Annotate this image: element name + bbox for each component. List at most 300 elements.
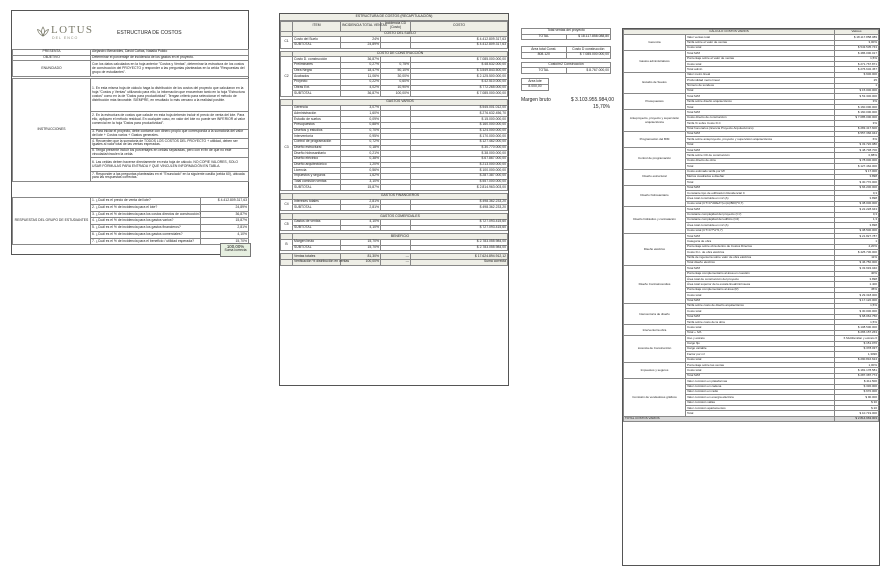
varios-value: 1,00%	[835, 363, 879, 368]
brand-sub: DEL ENCO	[52, 36, 79, 40]
recap-item: Preliminares	[293, 62, 341, 68]
varios-label: Total admin	[686, 67, 835, 72]
varios-label: Costo total	[686, 293, 835, 298]
recap-item: SUBTOTAL	[293, 205, 341, 211]
recap-check-row-cell: ---	[381, 259, 411, 265]
varios-label: Costo D.n. de obra eléctrica	[686, 250, 835, 255]
recap-cost: $ 7.085.000.000,00	[411, 91, 508, 97]
varios-value: $ 48.738.700	[835, 148, 879, 153]
varios-value: $ 411.500	[835, 379, 879, 384]
recap-section-code: C5	[281, 219, 293, 230]
recap-incidence-sales: 1,62%	[341, 174, 381, 180]
varios-label: Tarifa sobre costo de la obra	[686, 320, 835, 325]
varios-group-name: Comisión de vendedores gráficos	[624, 379, 686, 417]
instruction-5: 5. Tenga presente incluir los porcentajes en celdas separadas, pero con el fin de que no esté vinculada/vinculen la celda.	[91, 148, 249, 158]
varios-value: $ 287.387.774	[835, 373, 879, 378]
varios-label: Total	[686, 180, 835, 185]
instruction-7: 7. Responder a las preguntas planteadas en el "Enunciado" en la siguiente casilla (celda 60), ubicada para las respuestas correctas.	[91, 172, 249, 182]
recap-incidence-sales: 36,87%	[341, 57, 381, 63]
varios-value: 0,88%	[835, 153, 879, 158]
recap-item: Obra Negra	[293, 68, 341, 74]
varios-value: 45%	[835, 287, 879, 292]
varios-value: $ 670.000	[835, 389, 879, 394]
answer-row	[13, 198, 249, 205]
varios-label: Total M/M	[686, 131, 835, 136]
varios-label: Valor comisión en cadena	[686, 384, 835, 389]
varios-group-name: Diseño hidrosanitario	[624, 185, 686, 207]
recap-cost: $ 67.867.000,00	[411, 156, 508, 162]
varios-table	[623, 29, 879, 422]
cost-value: $ 7.085.000.000,00	[566, 53, 611, 59]
answer-value[interactable]: $ 4.412.809.317,63	[201, 198, 249, 205]
answer-question: 4. ¿Cuál es el % de incidencia para los gastos varios?	[91, 218, 201, 225]
answer-value[interactable]: 36,87%	[201, 211, 249, 218]
varios-label: Uso y estrato	[686, 336, 835, 341]
varios-label: Tarifa de ingeniería sobre valor de obra eléctrica	[686, 255, 835, 260]
recap-incidence-sales: 3,10%	[341, 179, 381, 185]
varios-label: Valor comisión vallas	[686, 400, 835, 405]
varios-label: Costo directo de obra	[686, 158, 835, 163]
varios-label: Porcentaje complementario al área en cuestión	[686, 271, 835, 276]
varios-label: Metros cuadrados a diseñar	[686, 174, 835, 179]
varios-label: Tarifa sobre el valor de ventas	[686, 40, 835, 45]
recap-item: Intereses totales	[293, 199, 341, 205]
recap-incidence-sales: 15,70%	[341, 245, 381, 251]
varios-label: Total M/M	[686, 314, 835, 319]
varios-label: Cargo fijo	[686, 341, 835, 346]
recap-incidence-cost: 0,75%	[381, 62, 411, 68]
varios-value: 0,3	[835, 191, 879, 196]
answers-table	[12, 197, 249, 245]
col-incidence-cost: Incidencia CD (Costo)	[381, 21, 411, 31]
varios-group-name: Gerencia	[624, 35, 686, 51]
varios-value: 1	[835, 83, 879, 88]
varios-value: $ 160.000.000	[835, 110, 879, 115]
recap-section-code: C3	[281, 105, 293, 190]
recap-panel	[279, 13, 509, 386]
recap-section-code: C4	[281, 199, 293, 210]
varios-label: Total	[686, 105, 835, 110]
recap-cost: $ 127.462.000,00	[411, 139, 508, 145]
varios-group-name: Diseño hidráulico y contratación	[624, 207, 686, 234]
recap-incidence-sales: 0,27%	[341, 62, 381, 68]
varios-label: Total honorarios (licencia Proyecto Arquitectónico)	[686, 126, 835, 131]
recap-incidence-sales: 0,09%	[341, 117, 381, 123]
varios-value: 1	[835, 239, 879, 244]
recap-item: Licencia	[293, 168, 341, 174]
varios-value: 3.898	[835, 196, 879, 201]
varios-label: Área total construida en m2 (A)	[686, 223, 835, 228]
varios-label: Total M/M	[686, 298, 835, 303]
answer-question: 2. ¿Cuál es el % de incidencia para el lote?	[91, 204, 201, 211]
answer-value[interactable]: 2,81%	[201, 225, 249, 232]
recap-incidence-sales: 4,02%	[341, 85, 381, 91]
recap-cost: $ 498.362.233,20	[411, 199, 508, 205]
varios-value: 11%	[835, 255, 879, 260]
varios-value: $ 68.062.750	[835, 314, 879, 319]
varios-group-name: Programación del BIM	[624, 131, 686, 147]
varios-label: Total M/M	[686, 373, 835, 378]
varios-label: Tarifa sobre diseño arquitectónico	[686, 99, 835, 104]
varios-group-name: Diseño estructural	[624, 169, 686, 185]
recap-cost: $ 38.000.000,00	[411, 151, 508, 157]
info-value: Determinar el porcentaje de incidencia de los gastos en el proyecto.	[91, 55, 249, 61]
varios-label: Total M/M	[686, 234, 835, 239]
recap-cost: $ 2.125.500.000,00	[411, 74, 508, 80]
varios-group-name: Interventoría obra	[624, 325, 686, 336]
varios-value: 0,3	[835, 212, 879, 217]
recap-item: Margen bruto	[293, 239, 341, 245]
totals-block	[521, 28, 611, 91]
varios-label: Total M/M	[686, 207, 835, 212]
total-check	[220, 243, 251, 257]
recap-incidence-cost: 30,00%	[381, 74, 411, 80]
varios-label: Área total superior de la escala lineal/intrínseca	[686, 282, 835, 287]
answer-question: 6. ¿Cuál es el % de incidencia para los gastos comerciales?	[91, 231, 201, 238]
varios-value: $ 30.770.000	[835, 180, 879, 185]
margin-block	[521, 98, 616, 111]
recap-row	[281, 225, 508, 231]
info-value: Alejandro Benavides, David Cañas, Natalia Pulido	[91, 50, 249, 56]
varios-value: 40%	[835, 271, 879, 276]
recap-item: Diseño arquitectónico	[293, 162, 341, 168]
recap-incidence-cost	[381, 185, 411, 191]
varios-footer-value: $ 2.814.963.003	[835, 416, 879, 421]
sales-total-head: TOTAL	[522, 34, 567, 40]
varios-group-name: Diseño eléctrico	[624, 234, 686, 266]
varios-label: Costo total	[686, 368, 835, 373]
varios-value: $ 557.366.044	[835, 131, 879, 136]
total-pct: 100,00%	[226, 244, 245, 249]
recap-cost: $ 2.814.963.003,00	[411, 185, 508, 191]
lot-area-table	[521, 78, 549, 90]
varios-group-name: Control de programación	[624, 148, 686, 170]
recap-item: Presupuestos	[293, 122, 341, 128]
recap-check-row	[281, 259, 508, 265]
varios-value: $ 38.500.000	[835, 228, 879, 233]
varios-label: Categoría de obra	[686, 239, 835, 244]
recap-row	[281, 91, 508, 97]
varios-label: Profundidad metro lineal	[686, 78, 835, 83]
varios-title: CÁLCULO COSTOS VARIOS	[624, 30, 835, 35]
brand-name: LOTUS	[51, 24, 94, 36]
varios-value: $ 378.037	[835, 346, 879, 351]
recap-incidence-sales: 3,07%	[341, 105, 381, 111]
varios-value: $ 15.000.000	[835, 88, 879, 93]
recap-item: Gerencia	[293, 105, 341, 111]
recap-total-row-cell: 81,30%	[341, 254, 381, 260]
recap-section-name: BENEFICIO	[293, 234, 508, 240]
varios-value: $ 53.300.000	[835, 94, 879, 99]
info-row	[13, 61, 249, 77]
recap-item: Total comisión ventas	[293, 179, 341, 185]
varios-value: $ 127.462.000	[835, 164, 879, 169]
recap-section-code: B	[281, 239, 293, 250]
recap-incidence-sales: 0,22%	[341, 80, 381, 86]
varios-footer-label: TOTAL COSTOS VARIOS	[624, 416, 835, 421]
recap-cost: $ 7.085.000.000,00	[411, 57, 508, 63]
instruction-3: 3. Para iniciar el proyecto, debe contarse con dinero propio que corresponda a la sumatoria del valor del lote + Costos varios + Gastos generales.	[91, 129, 249, 139]
varios-label: Cargo variable	[686, 346, 835, 351]
margin-value: $ 3.103.955.984,00	[570, 97, 614, 103]
varios-label: Costo estimado tarifa por M²	[686, 169, 835, 174]
varios-panel	[622, 28, 880, 566]
answer-value[interactable]: 15,87%	[201, 218, 249, 225]
recap-cost: $ 772.265.000,00	[411, 85, 508, 91]
margin-pct: 15,70%	[593, 103, 610, 110]
recap-cost: $ 557.000.000,00	[411, 179, 508, 185]
varios-label: Porcentaje sobre obra dentro de Costos Directos	[686, 244, 835, 249]
varios-value: 1,3096	[835, 352, 879, 357]
varios-label: Área total construida en m2 (A)	[686, 196, 835, 201]
recap-row	[281, 42, 508, 48]
varios-value: $ 66.200.000	[835, 185, 879, 190]
varios-group-name: Licencia de Construcción	[624, 336, 686, 363]
varios-group-name: Gastos administrativos	[624, 51, 686, 73]
recap-incidence-cost	[381, 245, 411, 251]
answer-question: 5. ¿Cuál es el % de incidencia para los gastos financieros?	[91, 225, 201, 232]
recap-incidence-cost: 10,90%	[381, 85, 411, 91]
recap-row	[281, 245, 508, 251]
varios-value: 1,3	[835, 217, 879, 222]
varios-label: Costo total	[686, 309, 835, 314]
recap-section-name: COSTO DE CONSTRUCCIÓN	[293, 51, 508, 57]
varios-value: 6 Multifamiliar y estrato 6	[835, 336, 879, 341]
varios-value: $ 78.000.000	[835, 158, 879, 163]
varios-label: Área total de construcción del proyecto	[686, 277, 835, 282]
recap-item: Diseño hidrosanitario	[293, 151, 341, 157]
varios-label: Costo directo de construcción	[686, 115, 835, 120]
recap-incidence-sales: 1,60%	[341, 111, 381, 117]
recap-row	[281, 185, 508, 191]
varios-label: Constante complejidad del proyecto (C.f)	[686, 212, 835, 217]
recap-item: SUBTOTAL	[293, 225, 341, 231]
recap-check-row-cell: 100,00%	[341, 259, 381, 265]
varios-value: $ 17.120.000	[835, 298, 879, 303]
answers-label: RESPUESTAS DEL GRUPO DE ESTUDIANTES	[13, 198, 91, 245]
varios-value: 1,5%	[835, 56, 879, 61]
varios-label: Tarifa % sobre Costo D.C	[686, 121, 835, 126]
recap-item: Acabados	[293, 74, 341, 80]
cost-m2-label: Costo/m2 Construcción	[522, 62, 611, 68]
varios-value: 3%	[835, 121, 879, 126]
varios-value: 6%	[835, 137, 879, 142]
recap-cost: $ 3.549.843.500,00	[411, 68, 508, 74]
margin-label: Margen bruto	[521, 97, 551, 103]
col-item: ITEM	[293, 21, 341, 31]
left-panel	[11, 10, 249, 255]
sales-total-label: Total ventas del proyecto	[522, 29, 611, 35]
varios-value: $ 21.827.787	[835, 234, 879, 239]
recap-cost: $ 48.632.000,00	[411, 62, 508, 68]
info-label: PRESENTA	[13, 50, 91, 56]
recap-incidence-cost: 50,10%	[381, 68, 411, 74]
answer-question: 7. ¿Cuál es el % de incidencia para el beneficio / utilidad esperada?	[91, 238, 201, 245]
varios-label: Valor ventas total	[686, 35, 835, 40]
recap-incidence-sales: 36,87%	[341, 91, 381, 97]
varios-label: Porcentaje complementario al área (R)	[686, 287, 835, 292]
recap-section-code: C2	[281, 57, 293, 97]
varios-label: Total	[686, 164, 835, 169]
varios-label: Tarifa sobre costo de diseño arquitectónico	[686, 303, 835, 308]
recap-table	[280, 21, 508, 266]
recap-incidence-sales: 24%	[341, 37, 381, 43]
varios-value: $ 22.228.943	[835, 207, 879, 212]
instructions-label: INSTRUCCIONES	[13, 79, 91, 182]
cost-head: Costo D construcción	[566, 47, 611, 53]
instructions-table	[12, 78, 249, 182]
lot-area-label: Área lote	[522, 79, 549, 85]
recap-incidence-cost	[381, 42, 411, 48]
recap-item: Diseños y estudios	[293, 128, 341, 134]
sales-total-value: $ 18.117.858.088,80	[566, 34, 611, 40]
recap-item: Costo D. construcción	[293, 57, 341, 63]
instruction-2: 2. En la estructura de costos que calcule en esta hoja deberán incluir el precio de venta del lote. Para ello, apliquen el método residual. En cualquier caso, en valor del lote no puede ser INFERIOR al valor comercial en la hoja "Datos para productividad".	[91, 111, 249, 129]
recap-row	[281, 205, 508, 211]
recap-item: Impuestos y seguros	[293, 174, 341, 180]
recap-incidence-cost: 100,00%	[381, 91, 411, 97]
varios-label: Total + IVA	[686, 330, 835, 335]
varios-value: 4,20%	[835, 244, 879, 249]
varios-label: Total M/M	[686, 94, 835, 99]
recap-incidence-sales: 0,70%	[341, 128, 381, 134]
varios-label: Total M/M	[686, 110, 835, 115]
recap-section-name: GASTOS FINANCIEROS	[293, 194, 508, 200]
varios-value: $ 330.000	[835, 384, 879, 389]
recap-incidence-sales: 0,88%	[341, 122, 381, 128]
varios-label: Total	[686, 142, 835, 147]
recap-incidence-sales: 18,47%	[341, 68, 381, 74]
recap-cost: $ 100.000.000,00	[411, 168, 508, 174]
varios-label: Valor comisión en energía eléctrica	[686, 395, 835, 400]
varios-label: Costo total	[686, 62, 835, 67]
recap-item: Administración	[293, 111, 341, 117]
varios-value: 3.898	[835, 277, 879, 282]
instruction-4: 4. Recuerden que la sumatoria de TODOS LOS COSTOS DEL PROYECTO + utilidad, deben ser iguales al valor total de las ventas esperadas.	[91, 139, 249, 149]
varios-value: $ 18.117.858.089	[835, 35, 879, 40]
recap-incidence-sales: 0,18%	[341, 145, 381, 151]
answer-value[interactable]: 4,10%	[201, 231, 249, 238]
recap-incidence-sales: 15,87%	[341, 185, 381, 191]
recap-cost: $ 15.000.000,00	[411, 117, 508, 123]
recap-item: Gastos de ventas	[293, 219, 341, 225]
recap-item: Control de programación	[293, 139, 341, 145]
varios-label: Costo total	[686, 45, 835, 50]
varios-value: $ 283.417.600	[835, 126, 879, 131]
lotus-icon	[36, 26, 50, 38]
area-head: Área total Const.	[522, 47, 567, 53]
varios-value: $ 151.076	[835, 341, 879, 346]
recap-incidence-sales: 2,81%	[341, 205, 381, 211]
varios-value: $ 425.730.000	[835, 250, 879, 255]
varios-value: $ 30	[835, 400, 879, 405]
col-cost: COSTO	[411, 21, 508, 31]
varios-label: Constante tipo de edificación Residencial C	[686, 191, 835, 196]
varios-group-name: Diseño Contraincendios	[624, 266, 686, 304]
recap-total-row-cell: $ 17.624.894.912,12	[411, 254, 508, 260]
recap-title: ESTRUCTURA DE COSTOS (RECAPITULACIÓN)	[280, 14, 508, 21]
varios-value: $ 38.000.000	[835, 201, 879, 206]
answer-value[interactable]: 15,70%	[201, 238, 249, 245]
varios-value: 3.898	[835, 174, 879, 179]
recap-incidence-sales: 15,70%	[341, 239, 381, 245]
instruction-1: 1. En esta misma hoja de cálculo haga la distribución de los costos del proyecto que calcularon en la hoja "Costos y Ventas" utilizando para ello, la información que encuentran tanto en la hoja "Estructura costos" como en la de "Datos para productividad". Tengan criterio para seleccionar el método de distribución más favorable. SIEMPRE, en resultado lo más cercano a la realidad posible.	[91, 79, 249, 112]
recap-item: SUBTOTAL	[293, 185, 341, 191]
instruction-6: 6. Las celdas deben hacerse directamente en esta hoja de cálculo. NO COPIE VALORES, SOLO USAR FÓRMULAS PARA ENTRADA Y QUE VINCULEN INFORMACIÓN EN TABLA.	[91, 158, 249, 172]
recap-incidence-sales: 24,89%	[341, 42, 381, 48]
recap-cost: $ 2.783.055.984,00	[411, 245, 508, 251]
recap-cost: $ 498.362.233,20	[411, 205, 508, 211]
answer-question: 3. ¿Cuál es el % de incidencia para los costos directos de construcción?	[91, 211, 201, 218]
recap-cost: $ 2.783.055.984,00	[411, 239, 508, 245]
col-incidence-sales: INCIDENCIA TOTAL VENTAS	[341, 21, 381, 31]
area-table	[521, 46, 611, 58]
recap-section-name: GASTOS COMERCIALES	[293, 214, 508, 220]
varios-group-name: Interventoría de diseño	[624, 303, 686, 325]
recap-cost: $ 4.412.809.317,63	[411, 37, 508, 43]
recap-item: SUBTOTAL	[293, 245, 341, 251]
varios-value: $ 600.000	[835, 72, 879, 77]
recap-incidence-sales: 0,72%	[341, 139, 381, 145]
recap-incidence-sales: 4,10%	[341, 225, 381, 231]
varios-label: Constante complejidad del edificio (C2)	[686, 217, 835, 222]
recap-incidence-cost	[381, 205, 411, 211]
varios-value: 1,5%	[835, 320, 879, 325]
cost-m2-head: TOTAL	[522, 68, 567, 74]
varios-label: Porcentaje sobre el valor de ventas	[686, 56, 835, 61]
varios-value: $ 20	[835, 406, 879, 411]
recap-item: Costo del Suelo	[293, 37, 341, 43]
cost-m2-value: $ 8.767.000,00	[566, 68, 611, 74]
varios-label: Total	[686, 411, 835, 416]
recap-item: Diseño estructural	[293, 145, 341, 151]
info-value: Con los datos calculados en la hoja anterior "Costos y Ventas", determinar la estructura de los costos de construcción del PROYECTO y responder a las preguntas planteadas en la celda "Respuestas del grupo de estudiantes".	[91, 61, 249, 77]
area-value: 808.120	[522, 53, 567, 59]
recap-cost: $ 727.093.415,60	[411, 219, 508, 225]
varios-label: Valor comisión en plataformas	[686, 379, 835, 384]
varios-label: Porcentaje sobre las ventas	[686, 363, 835, 368]
varios-label: Factor por m²	[686, 352, 835, 357]
recap-section-name: COSTO DEL SUELO	[293, 31, 508, 37]
varios-value: 25	[835, 78, 879, 83]
varios-label: Total M/M	[686, 185, 835, 190]
varios-value: $ 7.085.000.000	[835, 115, 879, 120]
varios-value: $ 543.535.743	[835, 45, 879, 50]
varios-label: Tarifa sobre CD de construcción	[686, 153, 835, 158]
varios-label: Valor metro lineal	[686, 72, 835, 77]
info-label: OBJETIVO	[13, 55, 91, 61]
varios-label: Total diseño eléctrico	[686, 260, 835, 265]
varios-label: Valor comisión en radio	[686, 389, 835, 394]
varios-value: $ 90.000	[835, 395, 879, 400]
varios-label: Costo total	[686, 325, 835, 330]
recap-cost: $ 4.412.809.317,63	[411, 42, 508, 48]
varios-value: $ 486.000.017	[835, 51, 879, 56]
varios-label: Total M/M	[686, 148, 835, 153]
recap-incidence-sales: 4,10%	[341, 219, 381, 225]
varios-label: Total M/M	[686, 266, 835, 271]
varios-label: Costo total	[686, 357, 835, 362]
sheet-title: ESTRUCTURA DE COSTOS	[117, 30, 182, 36]
answer-value[interactable]: 24,89%	[201, 204, 249, 211]
varios-label: Costo total (CT=CT*A^0,7)	[686, 228, 835, 233]
recap-item: Proyecto	[293, 80, 341, 86]
cost-m2-table	[521, 62, 611, 74]
varios-group-name: Presupuestos	[624, 94, 686, 110]
varios-value: $ 160.000.000	[835, 105, 879, 110]
varios-value: $ 271.767.871	[835, 62, 879, 67]
varios-value: 3.898	[835, 223, 879, 228]
